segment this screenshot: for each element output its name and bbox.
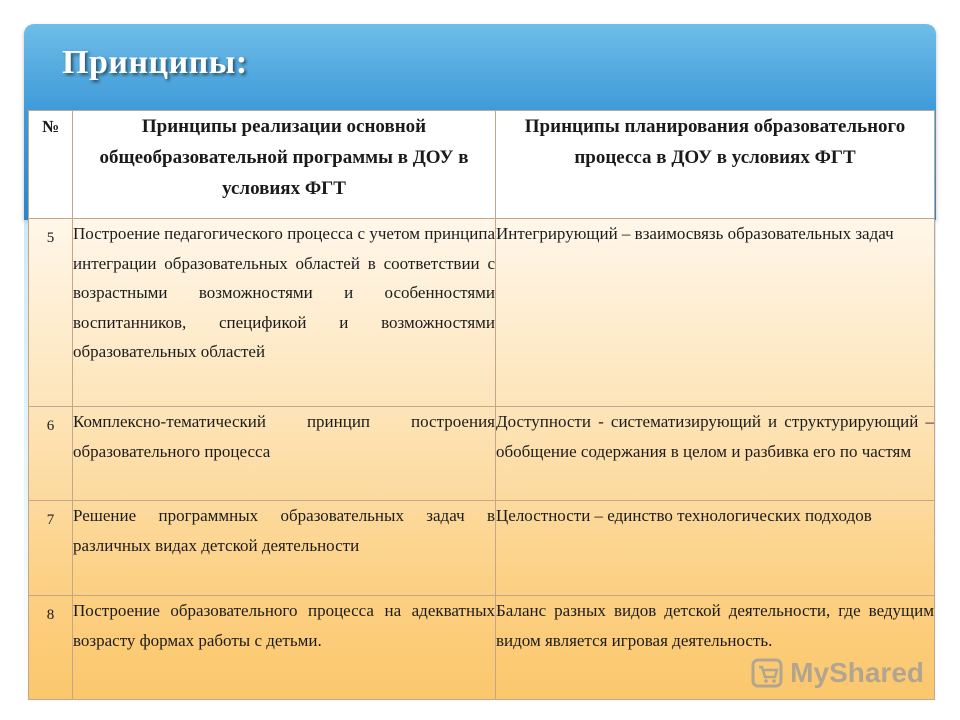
table-row [29, 501, 935, 596]
watermark-text: MyShared [790, 657, 924, 688]
header-implementation-principles: Принципы реализации основной общеобразовательной программы в ДОУ в условиях ФГТ [73, 111, 496, 219]
header-number: № [29, 111, 73, 219]
row-number: 8 [29, 596, 73, 700]
implementation-principle-cell: Решение программных образовательных задач в различных видах детской деятельности [73, 501, 496, 596]
planning-principle-cell: Интегрирующий – взаимосвязь образовательных задач [496, 219, 935, 407]
slide-title: Принципы: [62, 44, 248, 81]
planning-principle-cell: Баланс разных видов детской деятельности, где ведущим видом является игровая деятельность. [496, 596, 935, 700]
row-number: 5 [29, 219, 73, 407]
planning-principle-cell: Доступности - систематизирующий и структурирующий – обобщение содержания в целом и разбивка его по частям [496, 407, 935, 501]
implementation-principle-cell: Построение образовательного процесса на адекватных возрасту формах работы с детьми. [73, 596, 496, 700]
principles-table [28, 110, 935, 700]
implementation-principle-cell: Построение педагогического процесса с учетом принципа интеграции образовательных областей в соответствии с возрастными возможностями и особенностями воспитанников, спецификой и возможностями образовательных областей [73, 219, 496, 407]
row-number: 6 [29, 407, 73, 501]
implementation-principle-cell: Комплексно-тематический принцип построения образовательного процесса [73, 407, 496, 501]
table-header-row [29, 111, 935, 219]
header-planning-principles: Принципы планирования образовательного процесса в ДОУ в условиях ФГТ [496, 111, 935, 219]
row-number: 7 [29, 501, 73, 596]
table-row [29, 219, 935, 407]
table-row [29, 407, 935, 501]
myshared-watermark [750, 656, 924, 690]
shopping-cart-icon [750, 656, 784, 690]
table-body [29, 219, 935, 700]
planning-principle-cell: Целостности – единство технологических подходов [496, 501, 935, 596]
